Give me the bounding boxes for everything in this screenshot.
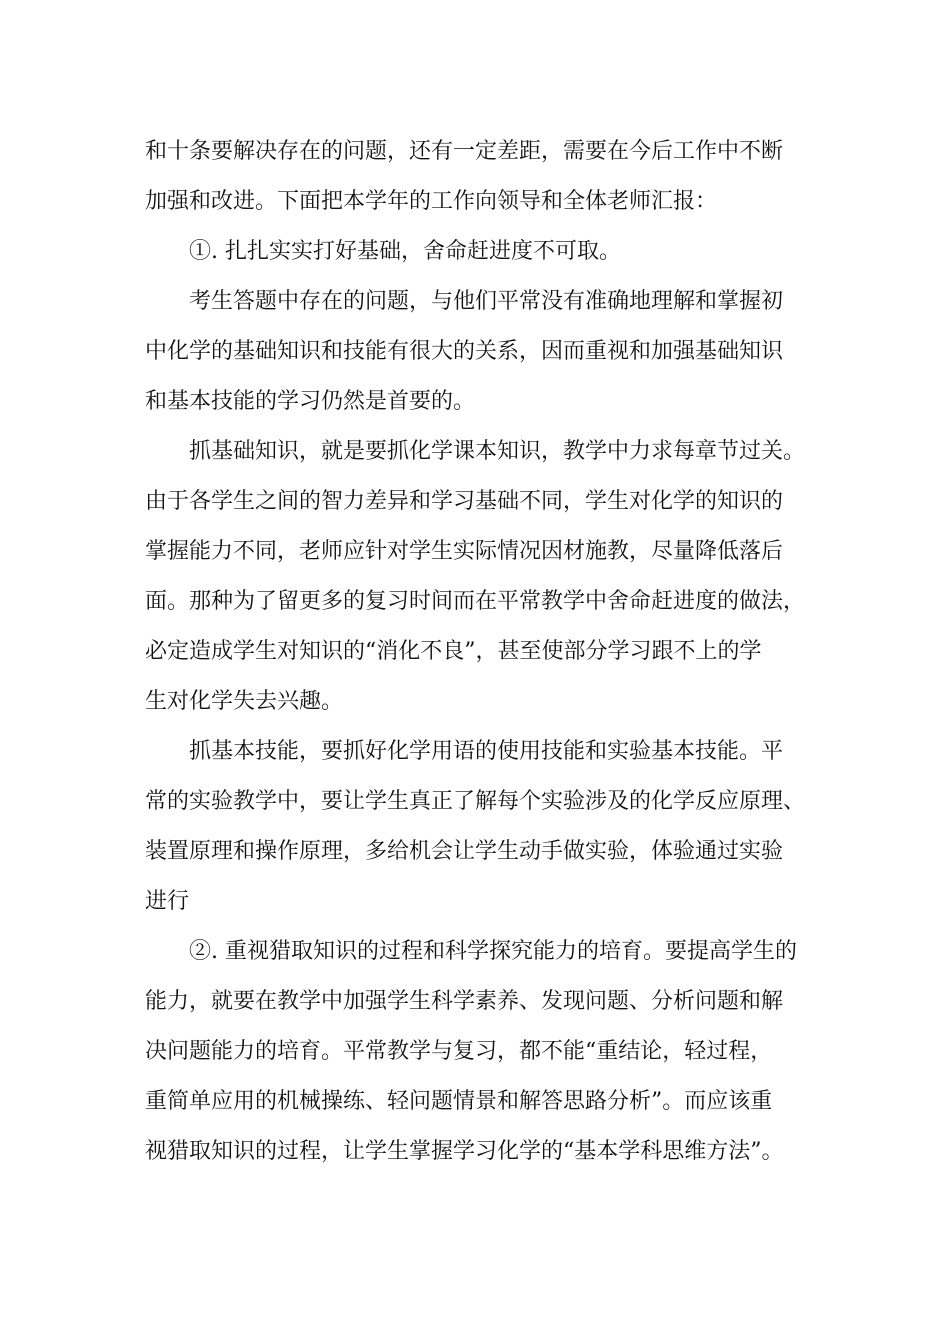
text-line: 进行 xyxy=(145,889,190,914)
text-line: 抓基础知识，就是要抓化学课本知识，教学中力求每章节过关。 xyxy=(189,439,806,464)
section-heading-2: ②. 重视猎取知识的过程和科学探究能力的培育。要提高学生的 xyxy=(189,939,797,964)
text-line: 生对化学失去兴趣。 xyxy=(145,689,344,714)
text-line: 加强和改进。下面把本学年的工作向领导和全体老师汇报： xyxy=(145,189,718,214)
text-line: 掌握能力不同，老师应针对学生实际情况因材施教，尽量降低落后 xyxy=(145,539,784,564)
document-body xyxy=(145,132,835,1182)
text-line: 重简单应用的机械操练、轻问题情景和解答思路分析”。而应该重 xyxy=(145,1089,773,1114)
text-line: 能力，就要在教学中加强学生科学素养、发现问题、分析问题和解 xyxy=(145,989,784,1014)
text-line: 中化学的基础知识和技能有很大的关系，因而重视和加强基础知识 xyxy=(145,339,784,364)
text-line: 面。那种为了留更多的复习时间而在平常教学中舍命赶进度的做法， xyxy=(145,589,806,614)
text-line: 考生答题中存在的问题，与他们平常没有准确地理解和掌握初 xyxy=(189,289,784,314)
text-line: 必定造成学生对知识的“消化不良”，甚至使部分学习跟不上的学 xyxy=(145,639,762,664)
text-line: 装置原理和操作原理，多给机会让学生动手做实验，体验通过实验 xyxy=(145,839,784,864)
text-line: 常的实验教学中，要让学生真正了解每个实验涉及的化学反应原理、 xyxy=(145,789,806,814)
text-line: 决问题能力的培育。平常教学与复习，都不能“重结论，轻过程， xyxy=(145,1039,773,1064)
section-heading-1: ①. 扎扎实实打好基础，舍命赶进度不可取。 xyxy=(189,239,621,264)
text-line: 由于各学生之间的智力差异和学习基础不同，学生对化学的知识的 xyxy=(145,489,784,514)
text-line: 和基本技能的学习仍然是首要的。 xyxy=(145,389,476,414)
text-line: 视猎取知识的过程，让学生掌握学习化学的“基本学科思维方法”。 xyxy=(145,1139,784,1164)
text-line: 和十条要解决存在的问题，还有一定差距，需要在今后工作中不断 xyxy=(145,139,784,164)
text-line: 抓基本技能，要抓好化学用语的使用技能和实验基本技能。平 xyxy=(189,739,784,764)
